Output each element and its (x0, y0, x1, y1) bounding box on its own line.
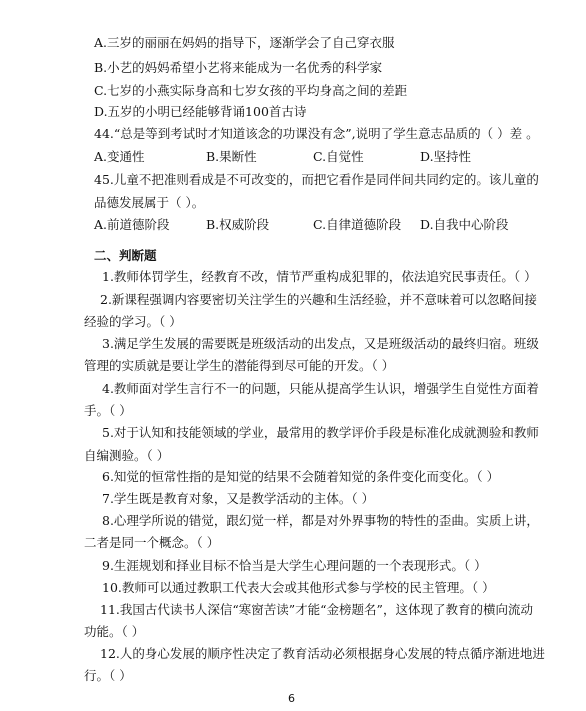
q45-option-b: B.权威阶段 (206, 217, 270, 232)
tf-item-5-line2: 自编测验。（ ） (84, 448, 170, 463)
prev-option-a: A.三岁的丽丽在妈妈的指导下，逐渐学会了自己穿衣服 (94, 35, 395, 50)
q45-option-c: C.自律道德阶段 (313, 217, 402, 232)
prev-option-d: D.五岁的小明已经能够背诵100首古诗 (94, 104, 307, 119)
tf-item-3-line2: 管理的实质就是要让学生的潜能得到尽可能的开发。（ ） (84, 358, 395, 373)
tf-item-8-line1: 8.心理学所说的错觉，跟幻觉一样，都是对外界事物的特性的歪曲。实质上讲， (102, 513, 539, 528)
q44-option-c: C.自觉性 (313, 149, 364, 164)
q44-option-a: A.变通性 (94, 149, 145, 164)
tf-item-6: 6.知觉的恒常性指的是知觉的结果不会随着知觉的条件变化而变化。（ ） (102, 469, 500, 484)
tf-item-9: 9.生涯规划和择业目标不恰当是大学生心理问题的一个表现形式。（ ） (102, 558, 487, 573)
tf-item-12-line1: 12.人的身心发展的顺序性决定了教育活动必须根据身心发展的特点循序渐进地进 (100, 646, 545, 661)
q44-option-b: B.果断性 (206, 149, 257, 164)
question-45-line1: 45.儿童不把准则看成是不可改变的，而把它看作是同伴间共同约定的。该儿童的 (94, 172, 539, 187)
tf-item-10: 10.教师可以通过教职工代表大会或其他形式参与学校的民主管理。（ ） (102, 580, 495, 595)
tf-item-11-line1: 11.我国古代读书人深信“寒窗苦读”才能“金榜题名”，这体现了教育的横向流动 (100, 602, 533, 617)
tf-item-4-line2: 手。（ ） (84, 403, 132, 418)
tf-item-3-line1: 3.满足学生发展的需要既是班级活动的出发点，又是班级活动的最终归宿。班级 (102, 336, 539, 351)
question-44-text: 44.“总是等到考试时才知道该念的功课没有念”,说明了学生意志品质的（ ）差 。 (94, 126, 539, 141)
tf-item-1: 1.教师体罚学生，经教育不改，情节严重构成犯罪的，依法追究民事责任。（ ） (102, 269, 537, 284)
tf-item-7: 7.学生既是教育对象，又是教学活动的主体。（ ） (102, 491, 375, 506)
tf-item-4-line1: 4.教师面对学生言行不一的问题，只能从提高学生认识，增强学生自觉性方面着 (102, 381, 539, 396)
tf-item-2-line1: 2.新课程强调内容要密切关注学生的兴趣和生活经验，并不意味着可以忽略间接 (100, 292, 537, 307)
tf-item-5-line1: 5.对于认知和技能领域的学业，最常用的教学评价手段是标准化成就测验和教师 (102, 425, 539, 440)
q45-option-d: D.自我中心阶段 (420, 217, 509, 232)
q44-option-d: D.坚持性 (420, 149, 472, 164)
question-45-line2: 品德发展属于（ ）。 (94, 195, 205, 210)
tf-item-2-line2: 经验的学习。（ ） (84, 314, 182, 329)
q45-option-a: A.前道德阶段 (94, 217, 170, 232)
page-number: 6 (288, 692, 295, 705)
prev-option-c: C.七岁的小燕实际身高和七岁女孩的平均身高之间的差距 (94, 83, 408, 98)
tf-item-11-line2: 功能。（ ） (84, 624, 145, 639)
tf-item-8-line2: 二者是同一个概念。（ ） (84, 535, 220, 550)
section-title-judgement: 二、判断题 (94, 248, 157, 263)
tf-item-12-line2: 行。（ ） (84, 668, 132, 683)
prev-option-b: B.小艺的妈妈希望小艺将来能成为一名优秀的科学家 (94, 60, 383, 75)
